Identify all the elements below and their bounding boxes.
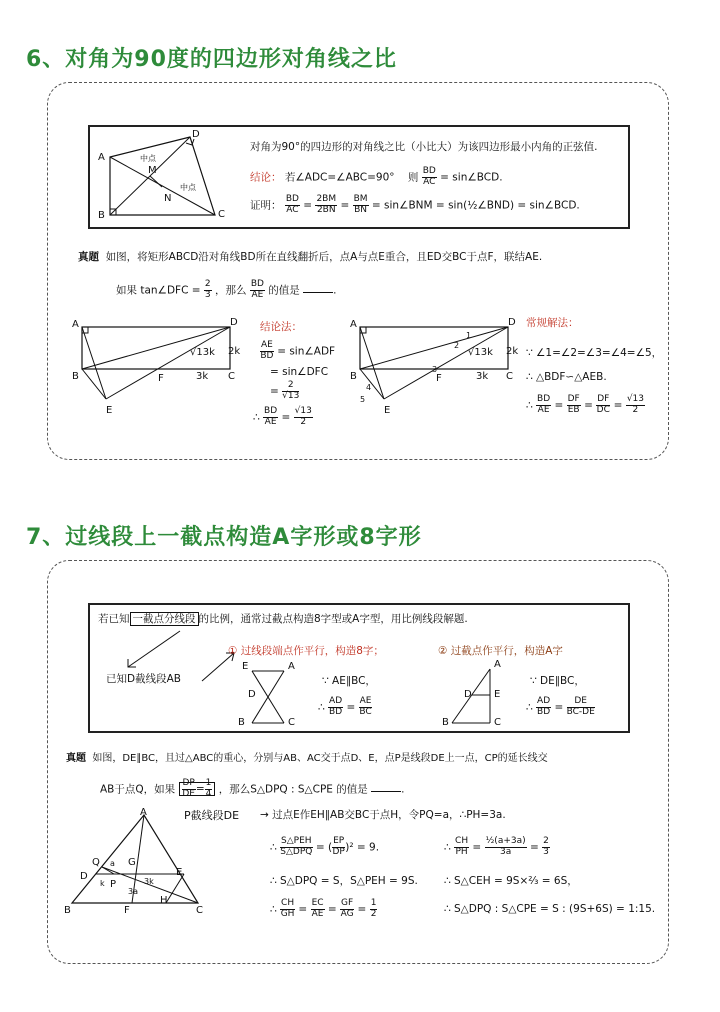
- s7-sol-r1: ∴ $\frac{\text{S△PEH}}{\text{S△DPQ}}$ = ( $\frac{EP}{DP}$ )² = 9.: [270, 836, 380, 857]
- s6-f1-r13: √13k: [190, 347, 215, 358]
- s6-fig1: [70, 319, 240, 419]
- s6-f2-2k: 2k: [506, 346, 519, 357]
- s6-conclusion-then: 则: [407, 171, 419, 184]
- s7-fig-h: H: [160, 895, 168, 906]
- s6-m2-row2: ∴ △BDF∽△AEB.: [526, 371, 607, 383]
- s6-f2-e: E: [384, 405, 391, 416]
- s6-m2-row1: ∵ ∠1=∠2=∠3=∠4=∠5，: [526, 347, 663, 359]
- s6-problem-text: 如图，将矩形ABCD沿对角线BD所在直线翻折后，点A与点E重合，且ED交BC于点F，联结AE.: [105, 251, 543, 263]
- s6-problem-line2: 如果 tan∠DFC = $\frac{2}{3}$ ，那么 $\frac{BD}{AE}$ 的值是 .: [116, 279, 337, 300]
- s6-box-mid2: 中点: [180, 183, 196, 192]
- s7-sol-r2r: ∴ S△CEH = 9S×⅔ = 6S，: [444, 875, 578, 887]
- s7-fig-a: A: [140, 807, 147, 818]
- s7-fig-ashape: [448, 665, 518, 729]
- s7-fig-a-len: a: [110, 859, 115, 868]
- s7-fig-c: C: [196, 905, 203, 916]
- s6-conclusion-cond: 若∠ADC=∠ABC=90°: [284, 171, 395, 184]
- s6-quad-figure: [90, 127, 225, 227]
- s6-conclusion-frac: $\frac{BD}{AC}$: [422, 166, 436, 187]
- s6-proof-f1: $\frac{BD}{AC}$: [285, 194, 299, 215]
- s7-a-d: D: [464, 689, 472, 700]
- s7-fig-f: F: [124, 905, 130, 916]
- s6-conclusion-line: [250, 167, 503, 188]
- s6-box-label-m: M: [148, 165, 157, 176]
- s7-problem-line2: AB于点Q，如果 $\frac{DP}{DE}$ = $\frac{1}{4}$ ，那么S△DPQ : S△CPE 的值是 .: [100, 778, 405, 799]
- s7-8-a: A: [288, 661, 295, 672]
- s7-fig-3k: 3k: [144, 877, 154, 886]
- s6-f2-3k: 3k: [476, 371, 489, 382]
- s6-f1-a: A: [72, 319, 79, 330]
- s7-problem-boxed-ratio: $\frac{DP}{DE}$ = $\frac{1}{4}$: [179, 782, 216, 796]
- s7-concept-box: [88, 603, 630, 733]
- s6-f2-d: D: [508, 317, 516, 328]
- s6-problem-frac2: $\frac{BD}{AE}$: [250, 279, 264, 300]
- s6-f2-n1: 1: [466, 331, 472, 340]
- s6-m1-row2: = sin∠DFC: [270, 366, 329, 378]
- s6-statement: 对角为90°的四边形的对角线之比（小比大）为该四边形最小内角的正弦值.: [250, 141, 598, 153]
- s6-f2-n3: 3: [432, 365, 438, 374]
- s6-f1-2k: 2k: [228, 346, 241, 357]
- s6-proof-f3: $\frac{BM}{BN}$: [353, 194, 368, 215]
- s6-f2-r13: √13k: [468, 347, 493, 358]
- s7-c2-l2: ∴ $\frac{AD}{BD}$ = $\frac{DE}{BC-DE}$: [526, 696, 595, 717]
- s6-problem-line1: [78, 251, 542, 264]
- s6-conclusion-tail: = sin∠BCD.: [440, 171, 503, 184]
- s7-c1-l1: ∵ AE∥BC，: [322, 675, 376, 687]
- s7-fig-e: E: [176, 867, 183, 878]
- s6-proof-line: 证明： $\frac{BD}{AC}$ = $\frac{2BM}{2BN}$ = $\frac{BM}{BN}$ = sin∠BNM = sin(½∠BND) = sin∠BCD.: [250, 194, 580, 215]
- s7-c1-l2: ∴ $\frac{AD}{BD}$ = $\frac{AE}{BC}$: [318, 696, 372, 717]
- s7-fig-d: D: [80, 871, 88, 882]
- s6-m1-row1: $\frac{AE}{BD}$ = sin∠ADF: [260, 340, 336, 361]
- s6-f1-b: B: [72, 371, 79, 382]
- s7-a-b: B: [442, 717, 449, 728]
- s7-problem-label: 真题: [66, 753, 86, 764]
- s7-fig-q: Q: [92, 857, 100, 868]
- s6-m1-row3: = $\frac{2}{√13}$: [270, 380, 300, 401]
- s7-a-e: E: [494, 689, 501, 700]
- s7-sol-r1r: ∴ $\frac{CH}{PH}$ = $\frac{\text{½(a+3a)}}{3a}$ = $\frac{2}{3}$: [444, 836, 549, 857]
- s6-box-label-b: B: [98, 210, 105, 221]
- s6-f1-d: D: [230, 317, 238, 328]
- s7-8-c: C: [288, 717, 295, 728]
- s6-m1-row4: ∴ $\frac{BD}{AE}$ = $\frac{√13}{2}$: [253, 406, 312, 427]
- s7-fig-k: k: [100, 879, 105, 888]
- s6-f2-a: A: [350, 319, 357, 330]
- s7-problem-line1: 真题 如图，DE∥BC，且过△ABC的重心，分别与AB、AC交于点D、E，点P是线段DE上一点，CP的延长线交: [66, 753, 548, 764]
- s7-intro-boxed: 一截点分线段: [130, 612, 199, 626]
- section-6-card: [47, 82, 669, 460]
- section-6-title: 6、对角为90度的四边形对角线之比: [26, 47, 397, 72]
- s6-f2-n4: 4: [366, 383, 372, 392]
- s6-f1-c: C: [228, 371, 235, 382]
- s6-proof-f2: $\frac{2BM}{2BN}$: [316, 194, 337, 215]
- s6-proof-label: 证明：: [250, 199, 282, 212]
- s6-problem-label: 真题: [78, 251, 99, 263]
- s7-sol-r3: ∴ $\frac{CH}{GH}$ = $\frac{EC}{AE}$ = $\frac{GF}{AG}$ = $\frac{1}{2}$: [270, 898, 377, 919]
- s6-f2-n2: 2: [454, 341, 460, 350]
- s7-a-c: C: [494, 717, 501, 728]
- s6-conclusion-box: [88, 125, 630, 229]
- s6-f1-f: F: [158, 373, 164, 384]
- s7-fig-b: B: [64, 905, 71, 916]
- s7-fig-g: G: [128, 857, 136, 868]
- s7-sol-r2: ∴ S△DPQ = S，S△PEH = 9S.: [270, 875, 418, 887]
- section-7-title: 7、过线段上一截点构造A字形或8字形: [26, 525, 422, 550]
- section-7-card: [47, 560, 669, 964]
- s6-problem-frac: $\frac{2}{3}$: [204, 279, 211, 300]
- s7-case2-label: ② 过截点作平行，构造A字: [438, 645, 563, 657]
- s6-m2-row3: ∴ $\frac{BD}{AE}$ = $\frac{DF}{EB}$ = $\frac{DF}{DC}$ = $\frac{√13}{2}$: [526, 394, 644, 415]
- s7-case1-label: ① 过线段端点作平行，构造8字；: [228, 645, 384, 657]
- s7-sol-r3r: ∴ S△DPQ : S△CPE = S : (9S+6S) = 1:15.: [444, 903, 656, 915]
- s6-box-label-c: C: [218, 209, 225, 220]
- s7-intro: 若已知 一截点分线段 的比例，通常过截点构造8字型或A字型，用比例线段解题.: [98, 613, 468, 625]
- s7-fig-3a: 3a: [128, 887, 138, 896]
- s6-conclusion-label: 结论：: [250, 171, 282, 184]
- s7-known: 已知D截线段AB: [106, 673, 181, 685]
- s6-m2-label: 常规解法：: [526, 317, 579, 329]
- s7-8-d: D: [248, 689, 256, 700]
- s6-m1-label: 结论法：: [260, 321, 302, 333]
- s6-f2-n5: 5: [360, 395, 366, 404]
- s7-sol-arrow-text: → 过点E作EH∥AB交BC于点H，令PQ=a，∴PH=3a.: [260, 809, 506, 821]
- s6-f2-c: C: [506, 371, 513, 382]
- s6-box-mid1: 中点: [140, 154, 156, 163]
- s6-f1-3k: 3k: [196, 371, 209, 382]
- s6-box-label-n: N: [164, 193, 172, 204]
- s6-f2-f: F: [436, 373, 442, 384]
- s7-c2-l1: ∵ DE∥BC，: [530, 675, 585, 687]
- s6-f2-b: B: [350, 371, 357, 382]
- s7-fig-p: P: [110, 879, 117, 890]
- s7-8-b: B: [238, 717, 245, 728]
- s7-sol-p-label: P截线段DE: [184, 809, 240, 822]
- s6-box-label-a: A: [98, 152, 105, 163]
- s6-f1-e: E: [106, 405, 113, 416]
- s7-a-a: A: [494, 659, 501, 670]
- s7-8-e: E: [242, 661, 249, 672]
- s6-proof-tail: = sin∠BNM = sin(½∠BND) = sin∠BCD.: [371, 199, 580, 212]
- s6-box-label-d: D: [192, 129, 200, 140]
